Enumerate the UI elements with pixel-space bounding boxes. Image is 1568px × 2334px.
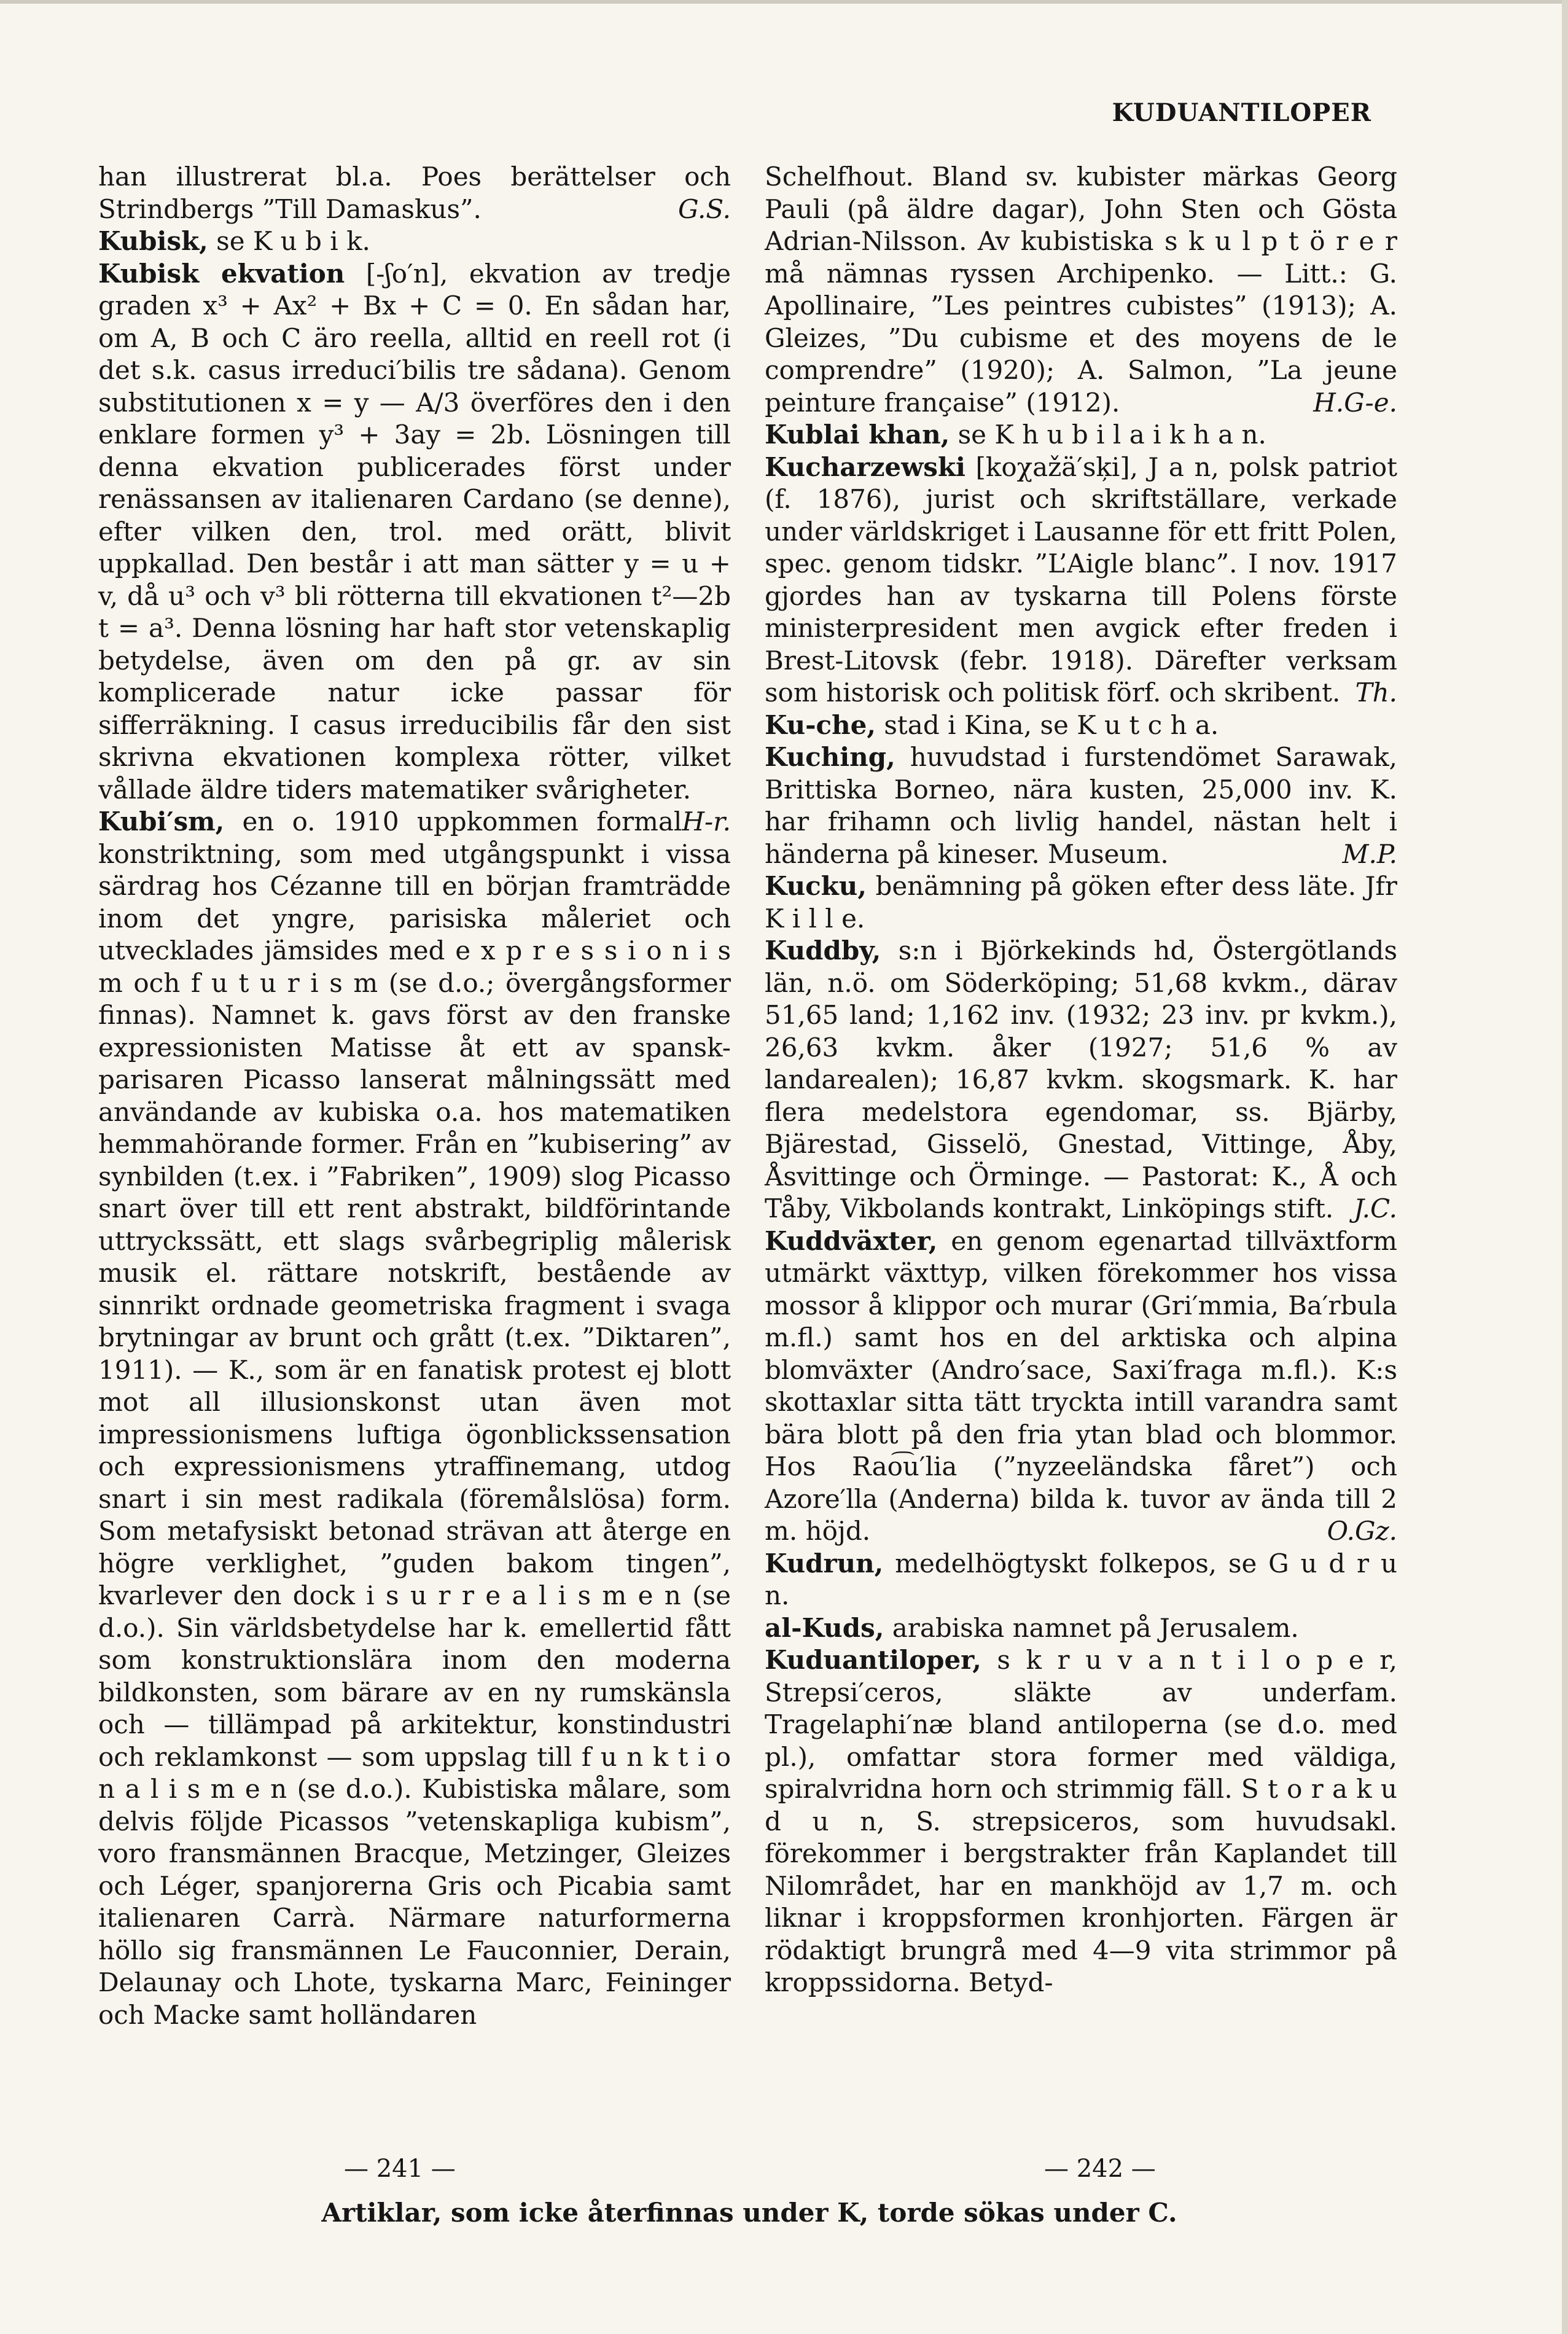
left-column xyxy=(98,161,731,2031)
entry-kubisk xyxy=(98,225,731,258)
entry-kucharzewski xyxy=(765,451,1397,709)
signature: H.G-e. xyxy=(1313,387,1397,418)
signature: G.S. xyxy=(677,193,731,224)
headword: Kubisk, xyxy=(98,226,208,256)
right-column xyxy=(765,161,1397,1999)
headword: al-Kuds, xyxy=(765,1612,884,1643)
entry-continuation xyxy=(98,161,731,225)
headword: Kuddby, xyxy=(765,935,881,966)
entry-text: Schelfhout. Bland sv. kubister märkas Georg Pauli (på äldre dagar), John Sten och Gösta Adrian-Nilsson. Av kubistiska s k u l p t ö r e r må nämnas ryssen Archipenko. — Litt.: G. Apollinaire, ”Les peintres cubistes” (1913); A. Gleizes, ”Du cubisme et des moyens de le comprendre” (1920); A. Salmon, ”La jeune peinture française” (1912). xyxy=(765,162,1397,418)
entry-kuddvaxter xyxy=(765,1225,1397,1548)
running-head: KUDUANTILOPER xyxy=(1112,98,1371,127)
entry-text: [-ʃo′n], ekvation av tredje graden x³ + Ax² + Bx + C = 0. En sådan har, om A, B och C äro reella, alltid en reell rot (i det s.k. casus irreduci′bilis tre sådana). Genom substitutionen x = y — A/3 överföres den i den enklare formen y³ + 3ay = 2b. Lösningen till denna ekvation publicerades först under renässansen av italienaren Cardano (se denne), efter vilken den, trol. med orätt, blivit uppkallad. Den består i att man sätter y = u + v, då u³ och v³ bli rötterna till ekvationen t²—2b t = a³. Denna lösning har haft stor vetenskaplig betydelse, även om den på gr. av sin komplicerade natur icke passar för sifferräkning. I casus irreducibilis får den sist skrivna ekvationen komplexa rötter, vilket vållade äldre tiders matematiker svårigheter. xyxy=(98,258,731,805)
page-number-left: — 241 — xyxy=(344,2155,456,2183)
entry-text: se K h u b i l a i k h a n. xyxy=(950,420,1266,450)
entry-kuching xyxy=(765,741,1397,870)
signature: M.P. xyxy=(1342,838,1397,869)
headword: Kudrun, xyxy=(765,1548,884,1579)
entry-text: en o. 1910 uppkommen formal konstriktning, som med utgångspunkt i vissa särdrag hos Cézanne till en början framträdde inom det yngre, parisiska måleriet och utvecklades jämsides med e x p r e s s i o n i s m och f u t u r i s m (se d.o.; övergångsformer finnas). Namnet k. gavs först av den franske expressionisten Matisse åt ett av spansk-parisaren Picasso lanserat målningssätt med användande av kubiska o.a. hos matematiken hemmahörande former. Från en ”kubisering” av synbilden (t.ex. i ”Fabriken”, 1909) slog Picasso snart över till ett rent abstrakt, bildförintande uttryckssätt, ett slags svårbegriplig målerisk musik el. rättare notskrift, bestående av sinnrikt ordnade geometriska fragment i svaga brytningar av brunt och grått (t.ex. ”Diktaren”, 1911). — K., som är en fanatisk protest ej blott mot all illusionskonst utan även mot impressionismens luftiga ögonblickssensation och expressionismens ytraffinemang, utdog snart i sin mest radikala (föremålslösa) form. Som metafysiskt betonad strävan att återge en högre verklighet, ”guden bakom tingen”, kvarlever den dock i s u r r e a l i s m e n (se d.o.). Sin världsbetydelse har k. emellertid fått som konstruktionslära inom den moderna bildkonsten, som bärare av en ny rumskänsla och — tillämpad på arkitektur, konstindustri och reklamkonst — som uppslag till f u n k t i o n a l i s m e n (se d.o.). Kubistiska målare, som delvis följde Picassos ”vetenskapliga kubism”, voro fransmännen Bracque, Metzinger, Gleizes och Léger, spanjorerna Gris och Picabia samt italienaren Carrà. Närmare naturformerna höllo sig fransmännen Le Fauconnier, Derain, Delaunay och Lhote, tyskarna Marc, Feininger och Macke samt holländaren xyxy=(98,806,731,2030)
entry-ku-che xyxy=(765,709,1397,742)
entry-text: medelhögtyskt folkepos, se G u d r u n. xyxy=(765,1548,1397,1610)
entry-kubism xyxy=(98,806,731,2031)
top-edge xyxy=(0,0,1568,4)
signature: H-r. xyxy=(682,806,731,837)
entry-text: arabiska namnet på Jerusalem. xyxy=(884,1612,1299,1643)
entry-kuddby xyxy=(765,935,1397,1225)
entry-al-kuds xyxy=(765,1612,1397,1645)
headword: Kuduantiloper, xyxy=(765,1645,981,1675)
headword: Kubisk ekvation xyxy=(98,258,345,289)
headword: Kucku, xyxy=(765,871,867,901)
headword: Kuching, xyxy=(765,742,895,772)
entry-text: s k r u v a n t i l o p e r, Strepsi′ceros, släkte av underfam. Tragelaphi′næ bland antiloperna (se d.o. med pl.), omfattar stora former med väldiga, spiralvridna horn och strimmig fäll. S t o r a k u d u n, S. strepsiceros, som huvudsakl. förekommer i bergstrakter från Kaplandet till Nilområdet, har en mankhöjd av 1,7 m. och liknar i kroppsformen kronhjorten. Färgen är rödaktigt brungrå med 4—9 vita strimmor på kroppssidorna. Betyd- xyxy=(765,1645,1397,1997)
entry-text: s:n i Björkekinds hd, Östergötlands län, n.ö. om Söderköping; 51,68 kvkm., därav 51,65 land; 1,162 inv. (1932; 23 inv. pr kvkm.), 26,63 kvkm. åker (1927; 51,6 % av landarealen); 16,87 kvkm. skogsmark. K. har flera medelstora egendomar, ss. Bjärby, Bjärestad, Gisselö, Gnestad, Vittinge, Åby, Åsvittinge och Örminge. — Pastorat: K., Å och Tåby, Vikbolands kontrakt, Linköpings stift. xyxy=(765,935,1397,1224)
signature: O.Gz. xyxy=(1327,1516,1397,1546)
entry-text: se K u b i k. xyxy=(208,226,370,256)
entry-kucku xyxy=(765,870,1397,935)
continuation-text: han illustrerat bl.a. Poes berättelser och Strindbergs ”Till Damaskus”. xyxy=(98,162,731,224)
entry-text: stad i Kina, se K u t c h a. xyxy=(876,709,1219,740)
entry-text: [koχažä′sķi], J a n, polsk patriot (f. 1876), jurist och skriftställare, verkade under världskriget i Lausanne för ett fritt Polen, spec. genom tidskr. ”L’Aigle blanc”. I nov. 1917 gjordes han av tyskarna till Polens förste ministerpresident men avgick efter freden i Brest-Litovsk (febr. 1918). Därefter verksam som historisk och politisk förf. och skribent. xyxy=(765,451,1397,708)
headword: Kucharzewski xyxy=(765,451,965,482)
entry-kublai-khan xyxy=(765,419,1397,451)
page-number-right: — 242 — xyxy=(1044,2155,1156,2183)
footer-note: Artiklar, som icke återfinnas under K, torde sökas under C. xyxy=(321,2198,1177,2228)
signature: J.C. xyxy=(1354,1193,1397,1224)
entry-kuduantiloper xyxy=(765,1644,1397,1999)
signature: Th. xyxy=(1355,677,1397,708)
entry-text: benämning på göken efter dess läte. Jfr K i l l e. xyxy=(765,871,1397,934)
entry-text: huvudstad i furstendömet Sarawak, Brittiska Borneo, nära kusten, 25,000 inv. K. har frihamn och livlig handel, nästan helt i händerna på kineser. Museum. xyxy=(765,742,1397,869)
entry-kudrun xyxy=(765,1548,1397,1612)
page-edge xyxy=(1562,0,1568,2334)
headword: Kublai khan, xyxy=(765,420,950,450)
headword: Ku-che, xyxy=(765,709,876,740)
headword: Kubi′sm, xyxy=(98,806,225,837)
headword: Kuddväxter, xyxy=(765,1225,938,1256)
entry-text: en genom egenartad tillväxtform utmärkt växttyp, vilken förekommer hos vissa mossor å klippor och murar (Gri′mmia, Ba′rbula m.fl.) samt hos en del arktiska och alpina blomväxter (Andro′sace, Saxi′fraga m.fl.). K:s skottaxlar sitta tätt tryckta intill varandra samt bära blott på den fria ytan blad och blommor. Hos Rao͡u′lia (”nyzeeländska fåret”) och Azore′lla (Anderna) bilda k. tuvor av ända till 2 m. höjd. xyxy=(765,1225,1397,1546)
entry-kubism-continued xyxy=(765,161,1397,419)
